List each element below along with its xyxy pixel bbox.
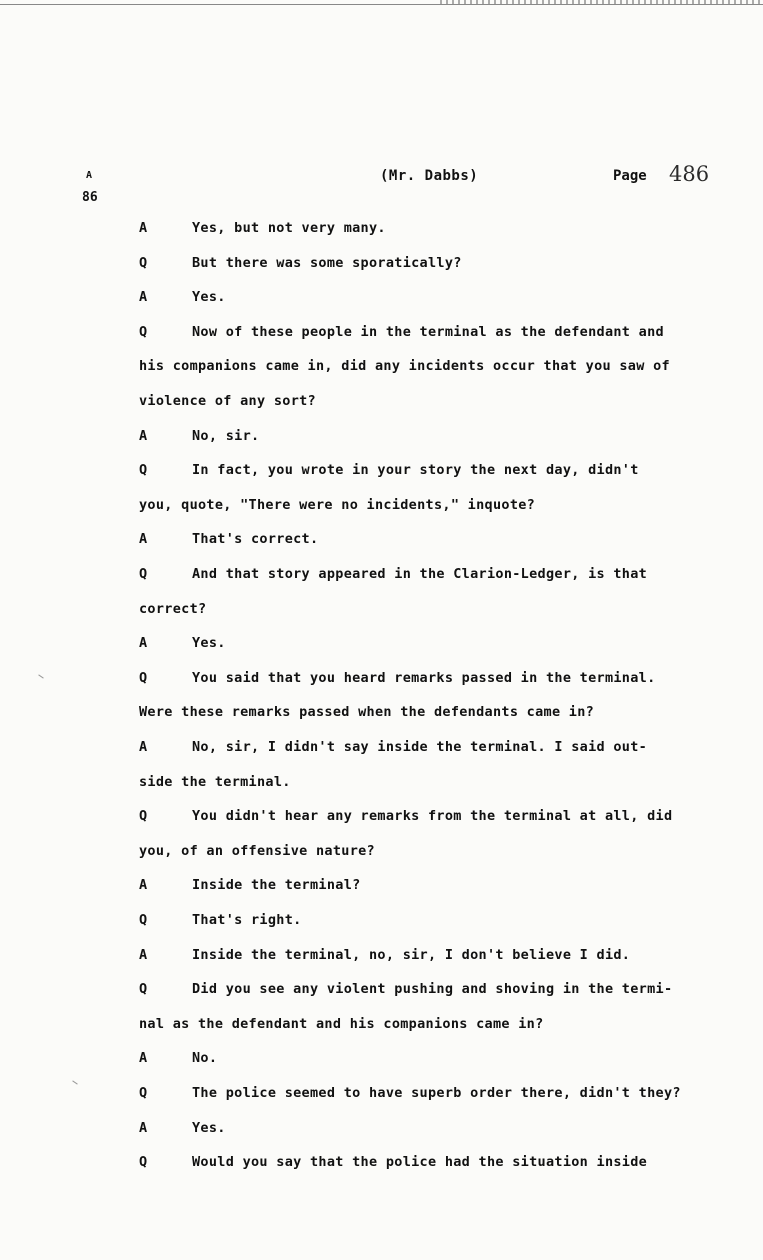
line-text: Did you see any violent pushing and shoving in the termi- (192, 981, 673, 998)
speaker-label: A (139, 1119, 148, 1136)
speaker-label: A (139, 877, 148, 894)
speaker-label: A (139, 220, 148, 236)
line-text: And that story appeared in the Clarion-Ledger, is that (192, 566, 648, 582)
line-text: nal as the defendant and his companions came in? (139, 1015, 544, 1032)
stray-mark (72, 1080, 77, 1084)
speaker-label: Q (139, 981, 148, 998)
line-text: Yes. (192, 635, 226, 652)
top-rule (0, 4, 763, 5)
line-text: Yes. (192, 289, 226, 306)
line-text: Inside the terminal, no, sir, I don't believe I did. (192, 946, 631, 963)
line-text: you, quote, "There were no incidents," inquote? (139, 496, 536, 513)
line-text: In fact, you wrote in your story the next day, didn't (192, 462, 639, 479)
line-text: That's right. (192, 912, 302, 928)
line-text: No. (192, 1050, 218, 1067)
speaker-label: A (139, 946, 148, 963)
speaker-label: Q (139, 566, 148, 582)
line-text: side the terminal. (139, 773, 291, 790)
line-text: Yes. (192, 1119, 226, 1136)
line-text: violence of any sort? (139, 393, 316, 409)
speaker-label: Q (139, 808, 148, 825)
speaker-label: A (139, 427, 148, 444)
header-speaker: (Mr. Dabbs) (380, 168, 479, 184)
line-text: Were these remarks passed when the defendants came in? (139, 704, 595, 721)
speaker-label: Q (139, 669, 148, 686)
top-edge-marks (440, 0, 763, 4)
line-text: Now of these people in the terminal as the defendant and (192, 323, 664, 340)
header-page-number: 486 (669, 162, 710, 186)
speaker-label: A (139, 289, 148, 306)
line-text: you, of an offensive nature? (139, 842, 375, 859)
line-text: You said that you heard remarks passed in the terminal. (192, 669, 656, 686)
speaker-label: Q (139, 462, 148, 479)
line-text: But there was some sporatically? (192, 254, 462, 271)
line-text: correct? (139, 600, 207, 617)
header-page-label: Page (613, 168, 647, 184)
line-text: his companions came in, did any incidents occur that you saw of (139, 358, 670, 375)
speaker-label: A (139, 635, 148, 652)
line-text: That's correct. (192, 531, 319, 548)
margin-mark: A (85, 170, 93, 181)
speaker-label: Q (139, 254, 148, 271)
speaker-label: Q (139, 912, 148, 928)
line-text: No, sir. (192, 427, 260, 444)
line-text: Would you say that the police had the situation inside (192, 1154, 648, 1171)
speaker-label: A (139, 1050, 148, 1067)
speaker-label: A (139, 531, 148, 548)
line-text: The police seemed to have superb order there, didn't they? (192, 1085, 681, 1101)
line-text: Yes, but not very many. (192, 220, 386, 236)
speaker-label: Q (139, 1154, 148, 1171)
speaker-label: Q (139, 323, 148, 340)
line-text: No, sir, I didn't say inside the terminal. I said out- (192, 739, 648, 755)
speaker-label: Q (139, 1085, 148, 1101)
margin-number: 86 (82, 190, 98, 205)
stray-mark (38, 674, 43, 678)
line-text: Inside the terminal? (192, 877, 361, 894)
line-text: You didn't hear any remarks from the terminal at all, did (192, 808, 673, 825)
speaker-label: A (139, 739, 148, 755)
